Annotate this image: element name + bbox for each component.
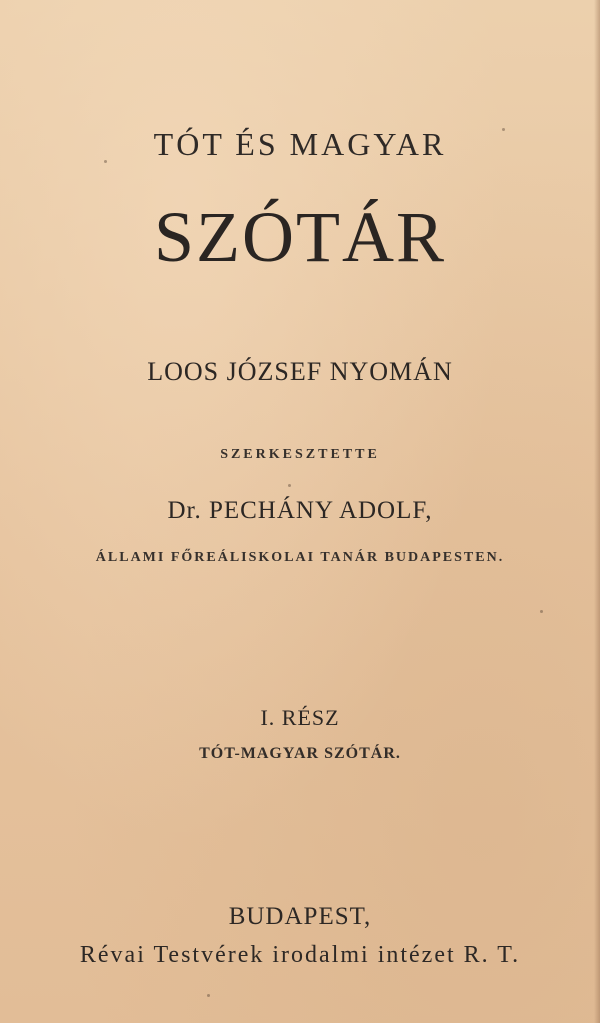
paper-speck [540, 610, 543, 613]
paper-speck [502, 128, 505, 131]
part-title: TÓT-MAGYAR SZÓTÁR. [199, 745, 401, 762]
main-title: SZÓTÁR [153, 197, 447, 277]
publication-city: BUDAPEST, [228, 903, 372, 930]
edited-by-label: SZERKESZTETTE [220, 447, 380, 462]
paper-speck [104, 160, 107, 163]
editor-name: Dr. PECHÁNY ADOLF, [167, 497, 433, 524]
paper-speck [207, 994, 210, 997]
publisher-name: Révai Testvérek irodalmi intézet R. T. [79, 942, 521, 968]
source-attribution: LOOS JÓZSEF NYOMÁN [147, 357, 453, 386]
paper-speck [288, 484, 291, 487]
title-line: TÓT ÉS MAGYAR [153, 126, 447, 162]
part-number: I. RÉSZ [260, 705, 340, 730]
editor-role: ÁLLAMI FŐREÁLISKOLAI TANÁR BUDAPESTEN. [95, 550, 505, 565]
